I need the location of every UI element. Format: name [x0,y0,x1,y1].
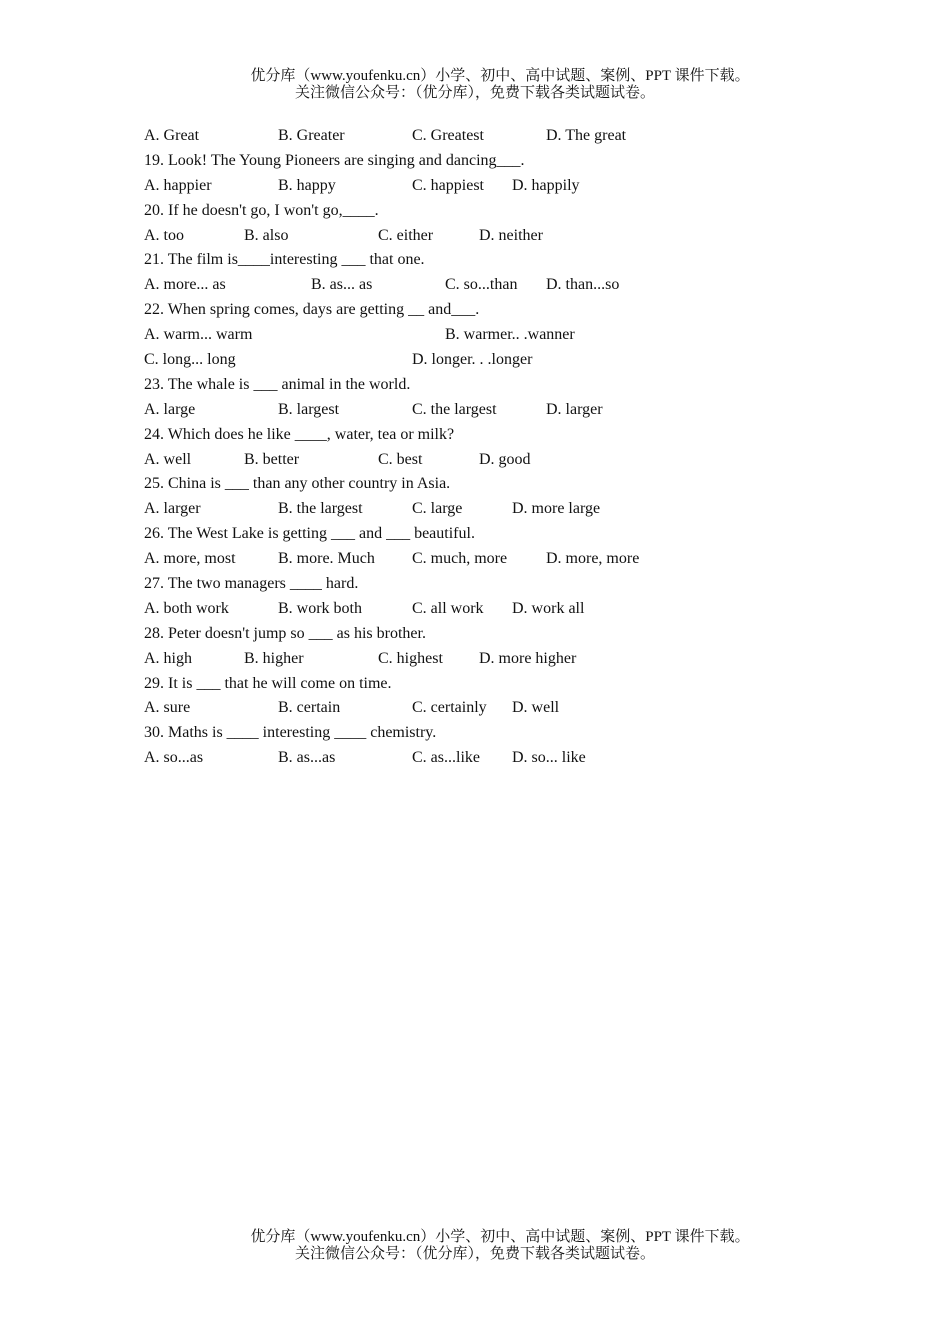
option-c: C. the largest [412,400,497,418]
option-b: B. largest [278,400,340,418]
option-b: B. better [244,450,300,468]
question-27: 27. The two managers ____ hard. [144,575,359,593]
option-b: B. as... as [311,276,373,294]
option-c: C. highest [378,649,443,667]
option-b: B. work both [278,599,362,617]
option-d: D. more higher [479,649,577,667]
option-b: B. also [244,226,289,244]
options-row-20 [144,224,844,249]
options-row-21 [144,273,844,298]
option-b: B. Greater [278,127,345,144]
option-a: A. well [144,450,192,468]
page-footer [0,1229,950,1263]
question-24: 24. Which does he like ____, water, tea or milk? [144,425,455,443]
options-row-28 [144,647,844,672]
option-a: A. high [144,649,192,667]
option-d: D. more, more [546,550,640,568]
option-c: C. long... long [144,351,236,369]
options-row-23 [144,398,844,423]
option-a: A. so...as [144,749,204,767]
page-header [0,68,950,102]
options-row-24 [144,448,844,473]
option-d: D. well [512,699,560,717]
header-line-1: 优分库（www.youfenku.cn）小学、初中、高中试题、案例、PPT 课件下载。 [250,68,750,84]
option-a: A. Great [144,127,200,144]
options-row-30 [144,746,844,771]
option-b: B. higher [244,649,304,667]
options-row-19 [144,174,844,199]
option-c: C. happiest [412,176,484,194]
option-b: B. certain [278,699,341,717]
option-b: B. warmer.. .wanner [445,326,575,344]
question-21: 21. The film is____interesting ___ that one. [144,251,425,269]
option-b: B. as...as [278,749,336,767]
question-28: 28. Peter doesn't jump so ___ as his brother. [144,624,426,642]
option-c: C. as...like [412,749,480,767]
option-d: D. The great [546,127,627,144]
question-25: 25. China is ___ than any other country in Asia. [144,475,451,493]
question-29: 29. It is ___ that he will come on time. [144,674,392,692]
options-row-25 [144,497,844,522]
options-row-18 [144,124,844,149]
footer-line-1: 优分库（www.youfenku.cn）小学、初中、高中试题、案例、PPT 课件下载。 [250,1229,750,1245]
option-d: D. work all [512,599,585,617]
question-23: 23. The whale is ___ animal in the world. [144,375,411,393]
option-d: D. happily [512,176,580,194]
option-a: A. sure [144,699,191,717]
option-b: B. more. Much [278,550,375,568]
option-a: A. more... as [144,276,226,294]
option-d: D. so... like [512,749,586,767]
option-c: C. certainly [412,699,487,717]
option-a: A. more, most [144,550,236,568]
question-19: 19. Look! The Young Pioneers are singing and dancing___. [144,151,525,169]
option-a: A. both work [144,599,229,617]
option-c: C. either [378,226,434,244]
option-a: A. larger [144,500,201,518]
option-a: A. large [144,400,196,418]
option-d: D. more large [512,500,601,518]
options-row-22b [144,348,844,373]
option-c: C. large [412,500,463,518]
options-row-26 [144,547,844,572]
question-20: 20. If he doesn't go, I won't go,____. [144,201,379,219]
option-c: C. so...than [445,276,518,294]
option-d: D. longer. . .longer [412,351,533,369]
question-26: 26. The West Lake is getting ___ and ___ beautiful. [144,525,475,543]
options-row-22a [144,323,844,348]
option-a: A. happier [144,176,212,194]
question-22: 22. When spring comes, days are getting __ and___. [144,301,480,319]
header-line-2: 关注微信公众号：（优分库），免费下载各类试题试卷。 [294,85,655,101]
option-a: A. warm... warm [144,326,253,344]
option-d: D. larger [546,400,603,418]
option-d: D. neither [479,226,543,244]
option-a: A. too [144,226,184,244]
option-c: C. best [378,450,423,468]
option-d: D. than...so [546,276,620,294]
option-c: C. all work [412,599,484,617]
option-b: B. the largest [278,500,363,518]
option-c: C. Greatest [412,127,484,144]
question-30: 30. Maths is ____ interesting ____ chemistry. [144,724,437,742]
options-row-27 [144,597,844,622]
footer-line-2: 关注微信公众号：（优分库），免费下载各类试题试卷。 [294,1246,655,1262]
option-c: C. much, more [412,550,508,568]
option-d: D. good [479,450,531,468]
question-list [144,124,844,771]
option-b: B. happy [278,176,336,194]
options-row-29 [144,696,844,721]
